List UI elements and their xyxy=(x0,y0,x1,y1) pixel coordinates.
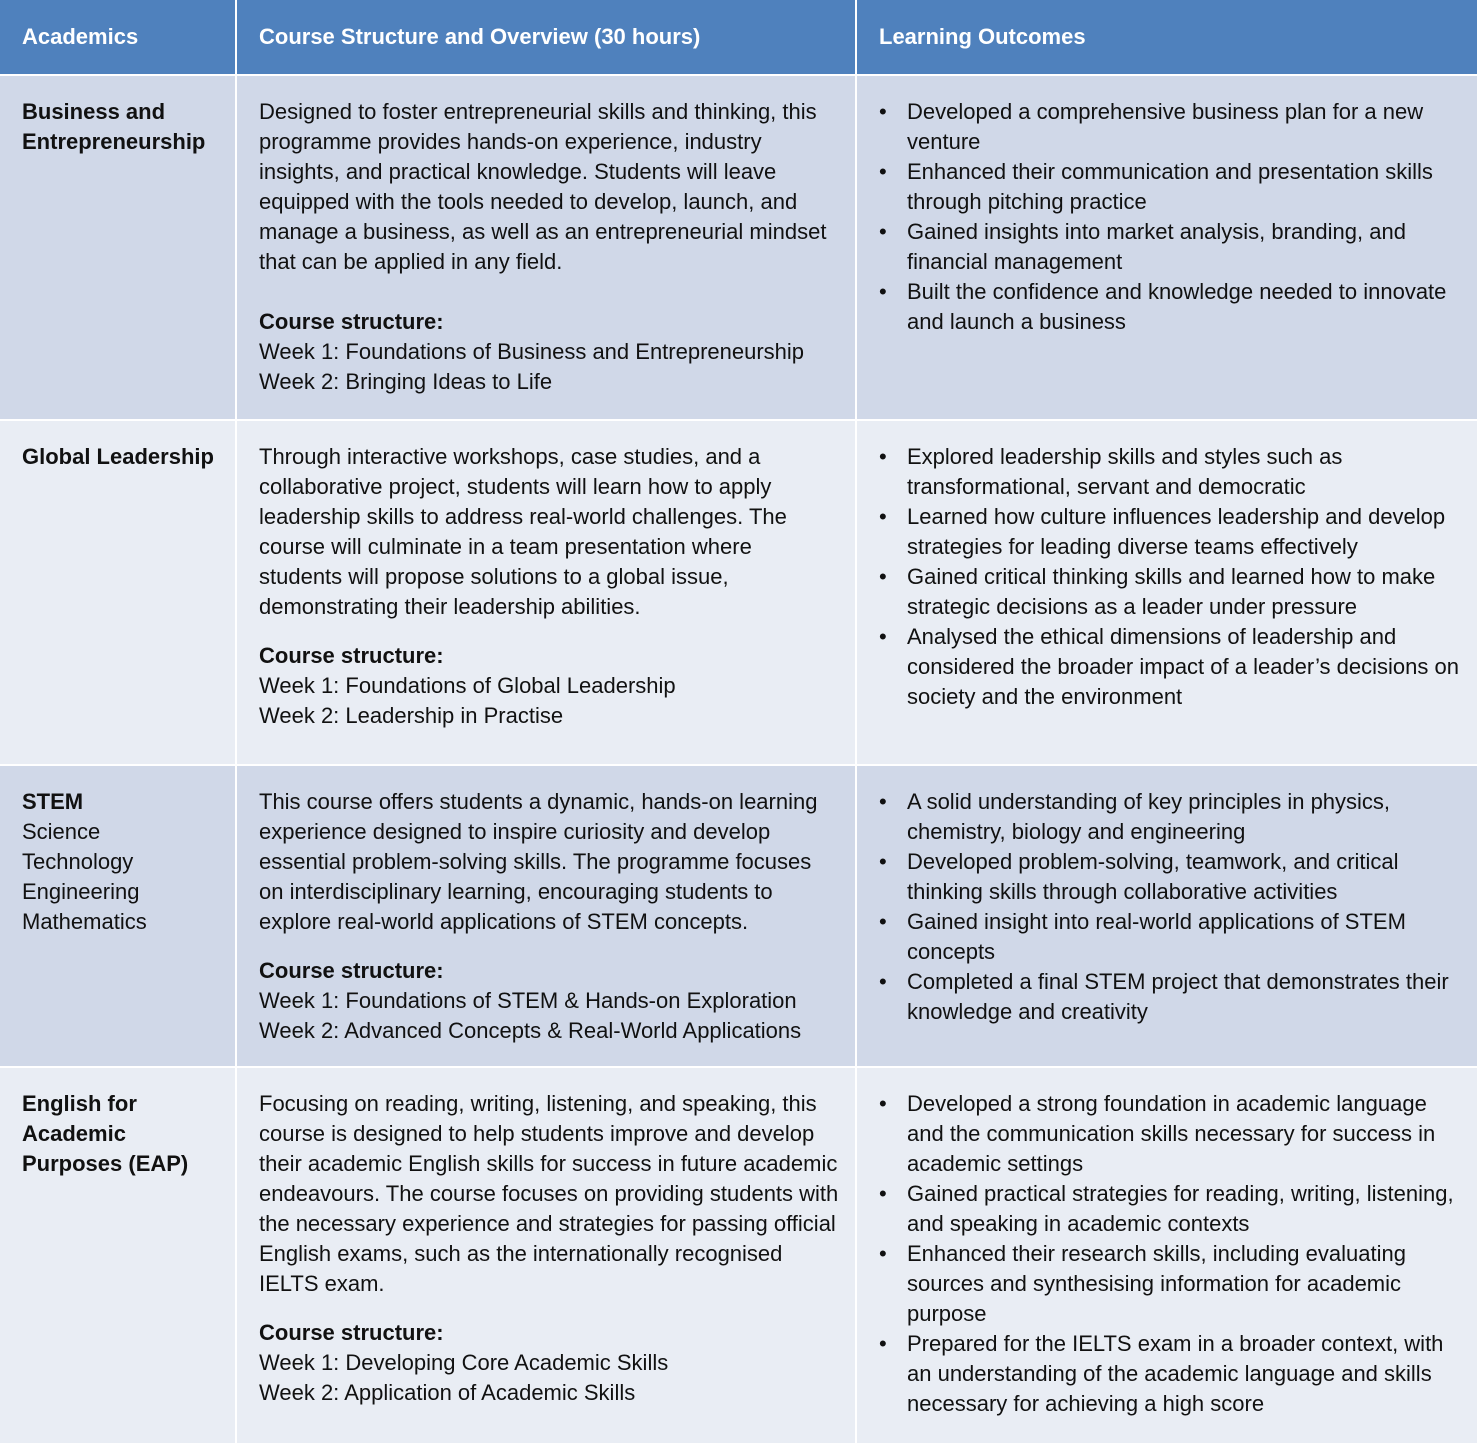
overview-text: Through interactive workshops, case studies, and a collaborative project, students will learn how to apply leadership skills to address real-world challenges. The course will culminate in a team presentation where students will propose solutions to a global issue, demonstrating their leadership abilities. xyxy=(259,444,787,619)
outcome-item: • Developed a strong foundation in academic language and the communication skills necessary for success in academic settings xyxy=(907,1089,1463,1179)
overview-text: Designed to foster entrepreneurial skills and thinking, this programme provides hands-on experience, industry insights, and practical knowledge. Students will leave equipped with the tools needed to develop, launch, and manage a business, as well as an entrepreneurial mindset that can be applied in any field. xyxy=(259,99,827,274)
outcome-item: • Developed a comprehensive business plan for a new venture xyxy=(907,97,1463,157)
week-item: Week 1: Developing Core Academic Skills xyxy=(259,1350,669,1375)
outcome-item: • Built the confidence and knowledge needed to innovate and launch a business xyxy=(907,277,1463,337)
header-academics: Academics xyxy=(0,0,237,74)
course-structure-label: Course structure: xyxy=(259,958,444,983)
stem-subject-line: Mathematics xyxy=(22,909,147,934)
overview-cell xyxy=(237,421,857,764)
outcome-item: • A solid understanding of key principles in physics, chemistry, biology and engineering xyxy=(907,787,1463,847)
stem-subject-line: Science xyxy=(22,819,101,844)
table-row-stem xyxy=(0,766,1477,1066)
course-title: STEM xyxy=(22,789,84,814)
outcomes-list xyxy=(879,97,1463,337)
course-title-cell xyxy=(0,1068,237,1443)
table-row-global-leadership xyxy=(0,421,1477,764)
header-learning-outcomes: Learning Outcomes xyxy=(879,24,1086,49)
course-title-cell xyxy=(0,421,237,764)
outcome-item: • Gained practical strategies for reading, writing, listening, and speaking in academic contexts xyxy=(907,1179,1463,1239)
outcomes-cell xyxy=(857,76,1477,419)
week-item: Week 2: Application of Academic Skills xyxy=(259,1380,636,1405)
week-item: Week 1: Foundations of Business and Entrepreneurship xyxy=(259,339,805,364)
course-structure-label: Course structure: xyxy=(259,1320,444,1345)
week-item: Week 2: Advanced Concepts & Real-World Applications xyxy=(259,1018,802,1043)
outcome-item: • Gained insight into real-world applications of STEM concepts xyxy=(907,907,1463,967)
outcomes-cell xyxy=(857,421,1477,764)
table-row-eap xyxy=(0,1068,1477,1443)
overview-cell xyxy=(237,76,857,419)
week-item: Week 2: Leadership in Practise xyxy=(259,703,564,728)
outcome-item: • Gained critical thinking skills and learned how to make strategic decisions as a leader under pressure xyxy=(907,562,1463,622)
week-item: Week 2: Bringing Ideas to Life xyxy=(259,369,553,394)
outcome-item: • Enhanced their research skills, including evaluating sources and synthesising information for academic purpose xyxy=(907,1239,1463,1329)
header-course-structure: Course Structure and Overview (30 hours) xyxy=(237,0,857,74)
outcome-item: • Learned how culture influences leadership and develop strategies for leading diverse teams effectively xyxy=(907,502,1463,562)
outcome-item: • Analysed the ethical dimensions of leadership and considered the broader impact of a leader’s decisions on society and the environment xyxy=(907,622,1463,712)
course-title: English for Academic Purposes (EAP) xyxy=(22,1091,189,1176)
overview-cell xyxy=(237,1068,857,1443)
outcome-item: • Gained insights into market analysis, branding, and financial management xyxy=(907,217,1463,277)
course-structure-label: Course structure: xyxy=(259,643,444,668)
table-header-row xyxy=(0,0,1477,74)
course-structure-label: Course structure: xyxy=(259,309,444,334)
outcome-item: • Developed problem-solving, teamwork, and critical thinking skills through collaborative activities xyxy=(907,847,1463,907)
outcomes-list xyxy=(879,442,1463,712)
outcomes-cell xyxy=(857,1068,1477,1443)
week-item: Week 1: Foundations of STEM & Hands-on Exploration xyxy=(259,988,797,1013)
table-row-business xyxy=(0,76,1477,419)
stem-subject-line: Engineering xyxy=(22,879,140,904)
overview-text: Focusing on reading, writing, listening, and speaking, this course is designed to help students improve and develop their academic English skills for success in future academic endeavours. The course focuses on providing students with the necessary experience and strategies for passing official English exams, such as the internationally recognised IELTS exam. xyxy=(259,1091,839,1296)
course-title-cell xyxy=(0,76,237,419)
overview-cell xyxy=(237,766,857,1066)
stem-subject-line: Technology xyxy=(22,849,134,874)
course-title: Global Leadership xyxy=(22,444,214,469)
outcomes-list xyxy=(879,787,1463,1027)
course-title-cell xyxy=(0,766,237,1066)
outcomes-list xyxy=(879,1089,1463,1419)
outcomes-cell xyxy=(857,766,1477,1066)
overview-text: This course offers students a dynamic, hands-on learning experience designed to inspire curiosity and develop essential problem-solving skills. The programme focuses on interdisciplinary learning, encouraging students to explore real-world applications of STEM concepts. xyxy=(259,789,818,934)
outcome-item: • Enhanced their communication and presentation skills through pitching practice xyxy=(907,157,1463,217)
outcome-item: • Explored leadership skills and styles such as transformational, servant and democratic xyxy=(907,442,1463,502)
course-title: Business and Entrepreneurship xyxy=(22,99,206,154)
outcome-item: • Completed a final STEM project that demonstrates their knowledge and creativity xyxy=(907,967,1463,1027)
week-item: Week 1: Foundations of Global Leadership xyxy=(259,673,676,698)
outcome-item: • Prepared for the IELTS exam in a broader context, with an understanding of the academic language and skills necessary for achieving a high score xyxy=(907,1329,1463,1419)
